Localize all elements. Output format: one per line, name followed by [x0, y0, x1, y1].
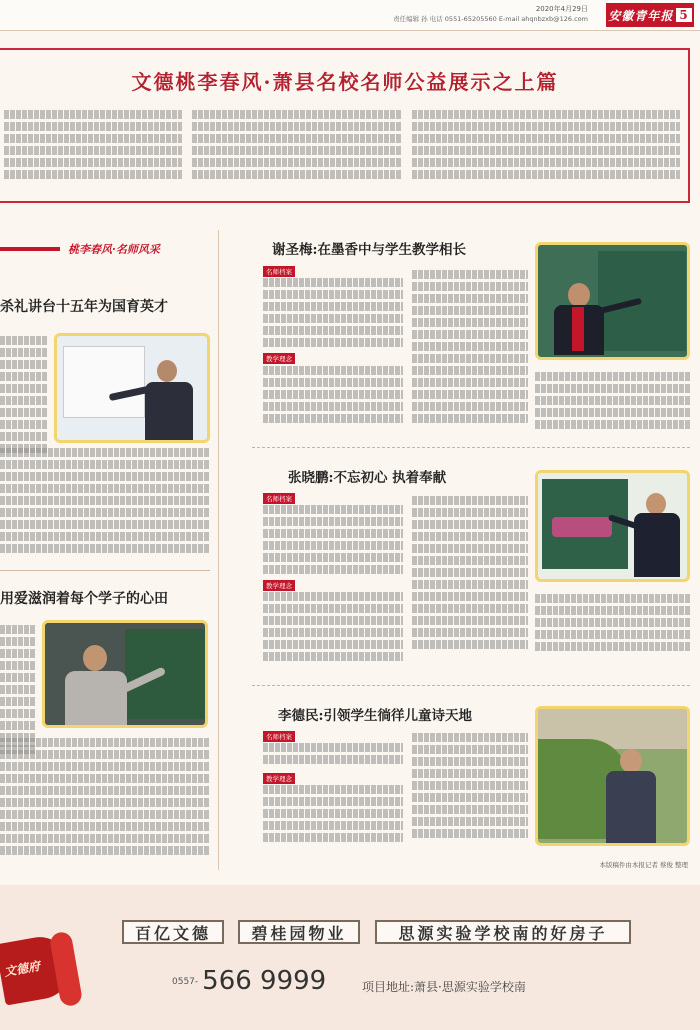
banner-text-col-1 [4, 110, 182, 190]
tag-archive-2: 名师档案 [263, 493, 295, 504]
tag-archive-3: 名师档案 [263, 731, 295, 742]
teacher-5-head [620, 749, 642, 773]
issue-date: 2020年4月29日 [535, 5, 588, 13]
article-title-1: 杀礼讲台十五年为国育英才 [0, 299, 168, 315]
photo-teacher-2 [42, 620, 208, 728]
chalkboard-3 [598, 251, 686, 351]
scroll-logo [0, 930, 85, 1010]
article-4-text-b [263, 592, 403, 662]
banner-text-col-2 [192, 110, 402, 190]
column-divider [218, 230, 219, 870]
page-number: 5 [676, 8, 691, 22]
article-3-text-c [412, 270, 528, 430]
article-1-text-a [0, 336, 48, 466]
article-3-text-d [535, 372, 690, 432]
board-characters [552, 517, 612, 537]
ad-phone [172, 966, 326, 996]
banner-text-col-3 [412, 110, 680, 190]
tag-philosophy-1: 教学理念 [263, 353, 295, 364]
article-3-text-a [263, 278, 403, 350]
tag-philosophy-2: 教学理念 [263, 580, 295, 591]
phone-number: 566 9999 [202, 966, 327, 996]
teacher-5-body [606, 771, 656, 843]
teacher-4-head [646, 493, 666, 515]
article-title-4: 张晓鹏:不忘初心 执着奉献 [288, 470, 447, 486]
tag-archive-1: 名师档案 [263, 266, 295, 277]
article-5-text-a [263, 743, 403, 769]
article-5-text-b [263, 785, 403, 847]
article-4-text-a [263, 505, 403, 577]
page-header [0, 0, 700, 31]
article-2-text-b [0, 738, 210, 858]
editor-contact: 责任编辑 孙 电话 0551-65205560 E-mail ahqnbzxb@126.com [393, 15, 588, 23]
ad-slogan-2: 碧桂园物业 [238, 920, 360, 944]
article-5-text-c [412, 733, 528, 849]
article-title-2: 用爱滋润着每个学子的心田 [0, 591, 168, 607]
photo-teacher-1 [54, 333, 210, 443]
article-title-3: 谢圣梅:在墨香中与学生教学相长 [272, 242, 466, 258]
teacher-1-body [145, 382, 193, 440]
phone-area-code: 0557- [172, 976, 199, 987]
teacher-2-head [83, 645, 107, 671]
ad-slogan-1: 百亿文德 [122, 920, 224, 944]
teacher-2-body [65, 671, 127, 727]
chalkboard [125, 629, 205, 719]
section-tag-label: 桃李春风·名师风采 [68, 243, 160, 256]
logo-text: 安徽青年报 [608, 8, 674, 23]
photo-teacher-3 [535, 242, 690, 360]
right-divider-1 [252, 447, 690, 448]
newspaper-logo [606, 3, 694, 27]
photo-teacher-5 [535, 706, 690, 846]
banner-title: 文德桃李春风·萧县名校名师公益展示之上篇 [131, 70, 559, 94]
section-tag [0, 238, 185, 260]
photo-teacher-4 [535, 470, 690, 582]
article-1-text-b [0, 448, 210, 558]
scroll-text: 文德府 [3, 958, 42, 980]
left-divider-1 [0, 570, 210, 571]
article-4-text-d [535, 594, 690, 662]
article-4-text-c [412, 496, 528, 662]
teacher-3-shirt [572, 307, 584, 351]
section-bar [0, 247, 60, 251]
teacher-1-head [157, 360, 177, 382]
tag-philosophy-3: 教学理念 [263, 773, 295, 784]
right-divider-2 [252, 685, 690, 686]
ad-slogan-3: 思源实验学校南的好房子 [375, 920, 631, 944]
article-3-text-b [263, 366, 403, 430]
whiteboard [63, 346, 145, 418]
ad-address: 项目地址:萧县·思源实验学校南 [362, 980, 526, 994]
teacher-4-body [634, 513, 680, 577]
teacher-3-head [568, 283, 590, 307]
article-title-5: 李德民:引领学生徜徉儿童诗天地 [278, 708, 472, 724]
ad-banner [0, 885, 700, 1030]
scroll-roll [49, 931, 84, 1008]
photo-caption: 本版稿件由本报记者 蔡俊 整理 [599, 861, 688, 869]
